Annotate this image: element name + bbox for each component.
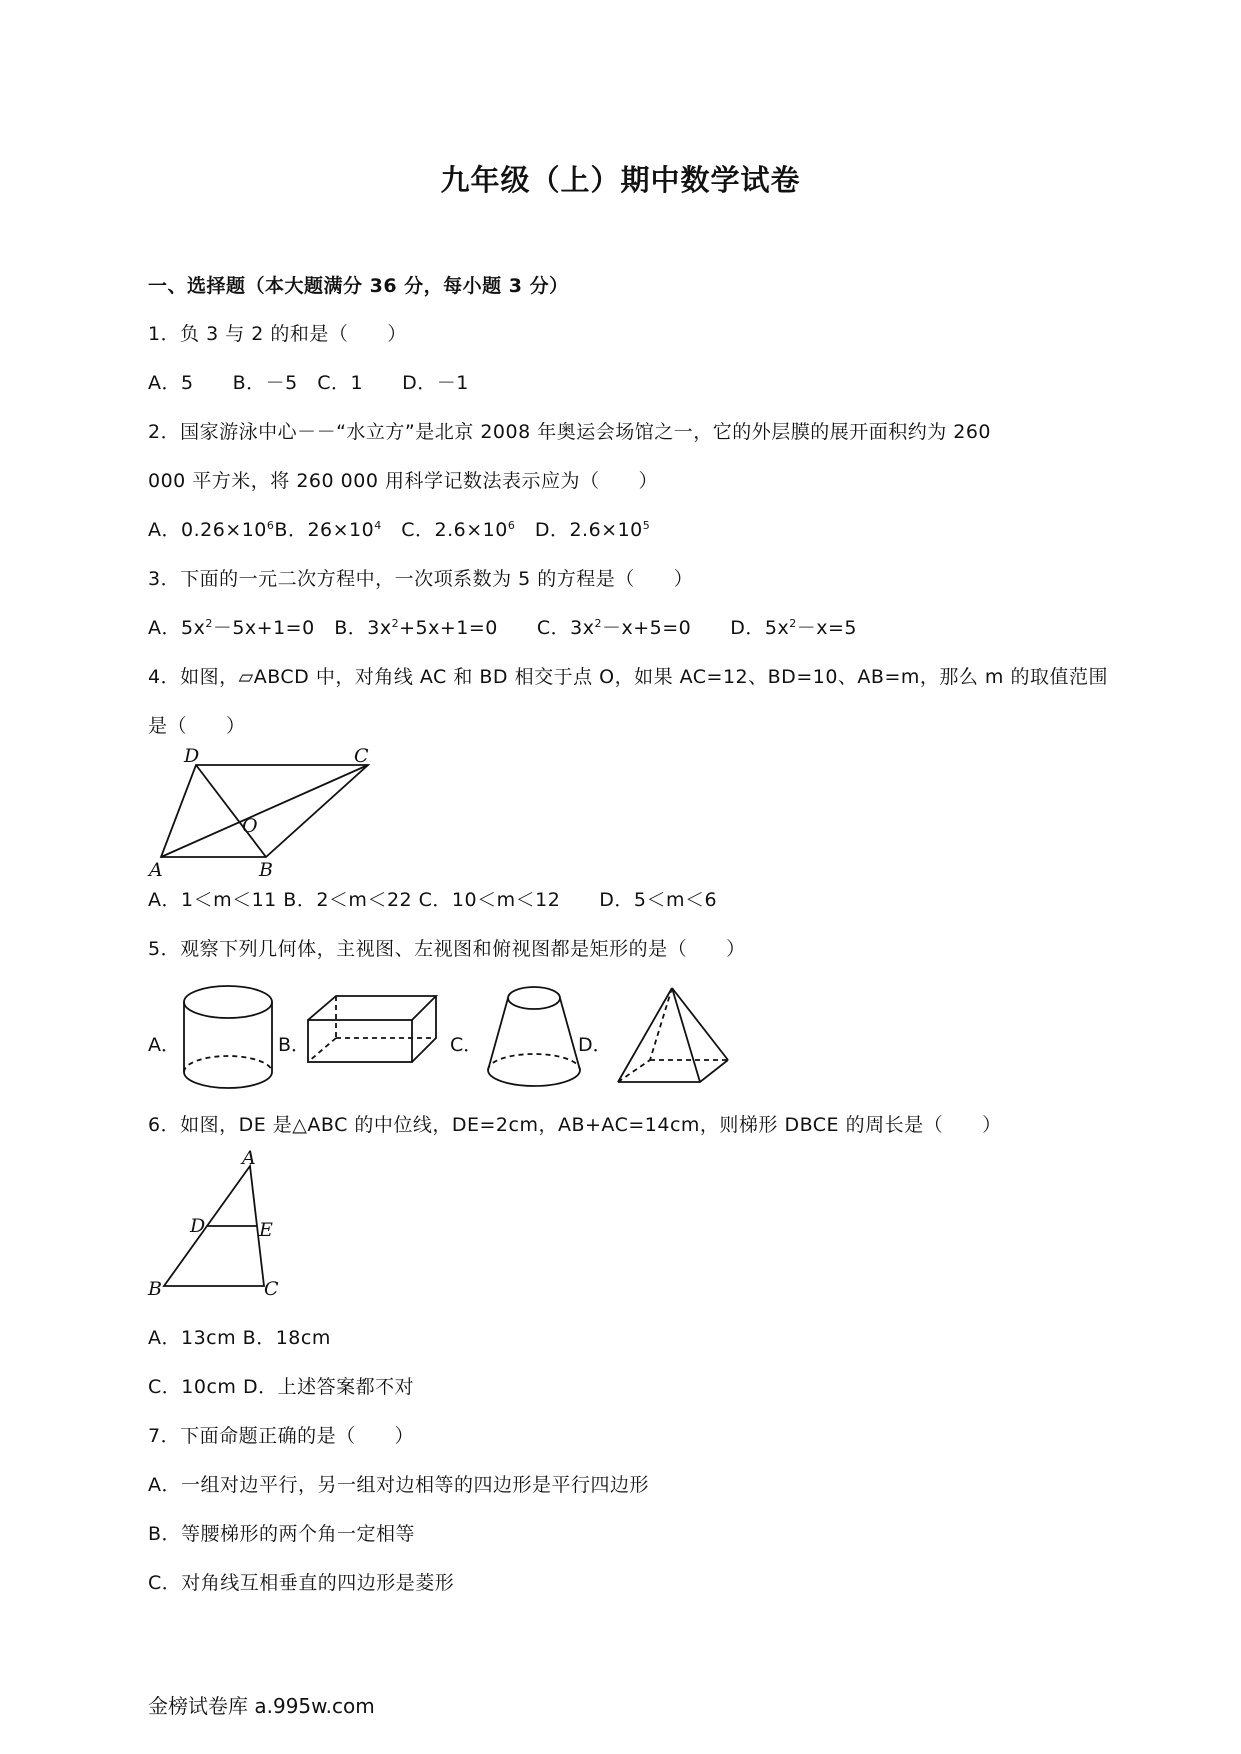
label-b: B: [148, 1278, 162, 1298]
footer-source: 金榜试卷库 a.995w.com: [148, 1694, 375, 1718]
triangle-figure: [146, 1150, 286, 1298]
question-7-option-b: B．等腰梯形的两个角一定相等: [148, 1523, 416, 1545]
question-6-options-line1: A．13cm B．18cm: [148, 1327, 331, 1349]
question-2-stem-line2: 000 平方米，将 260 000 用科学记数法表示应为（ ）: [148, 470, 658, 492]
option-a: A．$5x^2-5x+1=0$: [148, 617, 315, 639]
question-7-option-a: A．一组对边平行，另一组对边相等的四边形是平行四边形: [148, 1474, 649, 1496]
question-4-stem-line1: 4．如图，▱ABCD 中，对角线 AC 和 BD 相交于点 O，如果 AC=12、BD=10、AB=m，那么 m 的取值范围: [148, 666, 1108, 688]
section-heading: 一、选择题（本大题满分 36 分，每小题 3 分）: [148, 275, 569, 297]
question-6-stem: 6．如图，DE 是△ABC 的中位线，DE=2cm，AB+AC=14cm，则梯形 DBCE 的周长是（ ）: [148, 1114, 1002, 1136]
question-3-stem: 3．下面的一元二次方程中，一次项系数为 5 的方程是（ ）: [148, 568, 694, 590]
option-b: B．$26\times 10^4$: [274, 519, 382, 541]
label-a: A: [242, 1150, 256, 1169]
question-7-stem: 7．下面命题正确的是（ ）: [148, 1425, 415, 1447]
question-4-stem-line2: 是（ ）: [148, 715, 246, 737]
q5-option-a-label: A．: [148, 1034, 180, 1056]
parallelogram-figure: [146, 742, 378, 878]
question-1-stem: 1．负 3 与 2 的和是（ ）: [148, 323, 407, 345]
option-b: B．$3x^2+5x+1=0$: [314, 617, 498, 639]
label-e: E: [259, 1219, 273, 1241]
q5-option-d-label: D．: [578, 1034, 612, 1056]
cylinder-figure: [176, 982, 280, 1094]
question-7-option-c: C．对角线互相垂直的四边形是菱形: [148, 1572, 455, 1594]
pyramid-figure: [612, 982, 732, 1090]
label-c: C: [354, 745, 369, 767]
question-3-options: [148, 614, 857, 642]
option-a: A．$0.26\times 10^6$: [148, 519, 275, 541]
label-a: A: [149, 859, 163, 878]
question-4-options: A．1＜m＜11 B．2＜m＜22 C．10＜m＜12 D．5＜m＜6: [148, 889, 718, 911]
question-5-stem: 5．观察下列几何体，主视图、左视图和俯视图都是矩形的是（ ）: [148, 938, 746, 960]
question-2-stem-line1: 2．国家游泳中心－－“水立方”是北京 2008 年奥运会场馆之一，它的外层膜的展开面积约为 260: [148, 421, 992, 443]
option-d: D．$5x^2-x=5$: [691, 617, 857, 639]
question-6-options-line2: C．10cm D．上述答案都不对: [148, 1376, 415, 1398]
question-2-options: [148, 516, 650, 544]
cuboid-figure: [304, 990, 440, 1070]
frustum-figure: [482, 982, 586, 1094]
page-title: 九年级（上）期中数学试卷: [440, 163, 801, 197]
label-o: O: [242, 815, 258, 837]
option-c: C．$3x^2-x+5=0$: [497, 617, 692, 639]
label-d: D: [184, 745, 200, 767]
option-d: D．$2.6\times 10^5$: [515, 519, 651, 541]
label-c: C: [264, 1278, 279, 1298]
q5-option-b-label: B．: [278, 1034, 311, 1056]
q5-option-c-label: C．: [450, 1034, 483, 1056]
label-d: D: [190, 1215, 206, 1237]
label-b: B: [259, 859, 273, 878]
question-1-options: A．5 B．－5 C．1 D．－1: [148, 372, 469, 394]
option-c: C．$2.6\times 10^6$: [381, 519, 516, 541]
